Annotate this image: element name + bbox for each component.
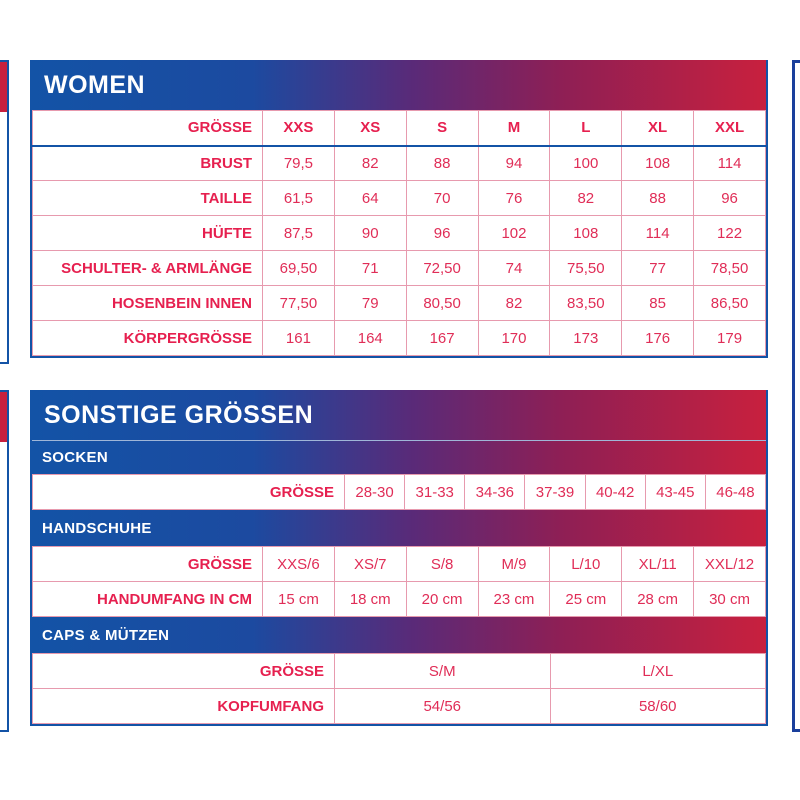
- table-cell: 18 cm: [334, 582, 406, 617]
- row-label: TAILLE: [33, 181, 263, 216]
- women-size-panel: [30, 60, 768, 358]
- table-cell: L/XL: [550, 654, 766, 689]
- table-cell: 80,50: [406, 286, 478, 321]
- row-label: GRÖSSE: [33, 654, 335, 689]
- table-cell: 176: [622, 321, 694, 356]
- table-cell: 28 cm: [622, 582, 694, 617]
- row-label: KÖRPERGRÖSSE: [33, 321, 263, 356]
- gloves-title: HANDSCHUHE: [32, 510, 766, 546]
- table-cell: 15 cm: [263, 582, 335, 617]
- table-cell: 77: [622, 251, 694, 286]
- table-cell: 96: [694, 181, 766, 216]
- row-label: HANDUMFANG IN CM: [33, 582, 263, 617]
- table-cell: 54/56: [335, 689, 551, 724]
- table-cell: 20 cm: [406, 582, 478, 617]
- table-cell: 79: [334, 286, 406, 321]
- table-cell: 75,50: [550, 251, 622, 286]
- table-cell: 108: [622, 146, 694, 181]
- table-cell: 77,50: [263, 286, 335, 321]
- table-row: [33, 251, 766, 286]
- table-cell: 30 cm: [694, 582, 766, 617]
- row-label: HÜFTE: [33, 216, 263, 251]
- table-cell: XS/7: [334, 547, 406, 582]
- table-cell: 25 cm: [550, 582, 622, 617]
- table-cell: 167: [406, 321, 478, 356]
- table-cell: 161: [263, 321, 335, 356]
- table-cell: 46-48: [705, 475, 765, 510]
- caps-table: [32, 653, 766, 724]
- table-cell: 23 cm: [478, 582, 550, 617]
- left-panel-edge-bottom: [0, 390, 9, 732]
- table-cell: 78,50: [694, 251, 766, 286]
- table-cell: 122: [694, 216, 766, 251]
- table-row: [33, 286, 766, 321]
- table-cell: 61,5: [263, 181, 335, 216]
- table-cell: 82: [478, 286, 550, 321]
- women-size-table: [32, 110, 766, 356]
- size-xxs: XXS: [263, 111, 335, 146]
- left-panel-edge-top: [0, 60, 9, 364]
- table-cell: 90: [334, 216, 406, 251]
- row-label: BRUST: [33, 146, 263, 181]
- table-cell: S/M: [335, 654, 551, 689]
- row-label: GRÖSSE: [33, 475, 345, 510]
- row-label: HOSENBEIN INNEN: [33, 286, 263, 321]
- table-row: [33, 654, 766, 689]
- table-cell: 87,5: [263, 216, 335, 251]
- table-cell: 179: [694, 321, 766, 356]
- other-sizes-title: SONSTIGE GRÖSSEN: [32, 390, 766, 440]
- size-l: L: [550, 111, 622, 146]
- size-s: S: [406, 111, 478, 146]
- table-row: [33, 146, 766, 181]
- table-cell: 37-39: [525, 475, 585, 510]
- table-cell: 28-30: [345, 475, 405, 510]
- table-cell: 88: [406, 146, 478, 181]
- table-cell: 58/60: [550, 689, 766, 724]
- table-cell: L/10: [550, 547, 622, 582]
- table-row: [33, 547, 766, 582]
- table-cell: M/9: [478, 547, 550, 582]
- table-cell: 96: [406, 216, 478, 251]
- table-row: [33, 321, 766, 356]
- table-cell: 82: [334, 146, 406, 181]
- table-cell: 108: [550, 216, 622, 251]
- table-cell: 88: [622, 181, 694, 216]
- size-xs: XS: [334, 111, 406, 146]
- table-cell: S/8: [406, 547, 478, 582]
- table-row: [33, 181, 766, 216]
- table-cell: 114: [622, 216, 694, 251]
- table-cell: XXS/6: [263, 547, 335, 582]
- table-cell: 64: [334, 181, 406, 216]
- gloves-table: [32, 546, 766, 617]
- socks-title: SOCKEN: [32, 441, 766, 474]
- women-title: WOMEN: [32, 60, 766, 110]
- other-sizes-panel: [30, 390, 768, 726]
- table-cell: 114: [694, 146, 766, 181]
- socks-table: [32, 474, 766, 510]
- table-cell: 79,5: [263, 146, 335, 181]
- table-cell: 34-36: [465, 475, 525, 510]
- table-cell: 43-45: [645, 475, 705, 510]
- size-m: M: [478, 111, 550, 146]
- table-cell: 102: [478, 216, 550, 251]
- table-cell: 76: [478, 181, 550, 216]
- table-cell: 100: [550, 146, 622, 181]
- table-cell: 82: [550, 181, 622, 216]
- table-cell: 170: [478, 321, 550, 356]
- table-cell: XL/11: [622, 547, 694, 582]
- table-row: [33, 689, 766, 724]
- table-cell: 71: [334, 251, 406, 286]
- caps-title: CAPS & MÜTZEN: [32, 617, 766, 653]
- table-cell: 74: [478, 251, 550, 286]
- table-cell: 86,50: [694, 286, 766, 321]
- table-row: [33, 216, 766, 251]
- women-header-row: [33, 111, 766, 146]
- header-label: GRÖSSE: [33, 111, 263, 146]
- table-cell: 69,50: [263, 251, 335, 286]
- table-cell: 72,50: [406, 251, 478, 286]
- table-cell: 70: [406, 181, 478, 216]
- table-cell: 31-33: [405, 475, 465, 510]
- table-cell: 164: [334, 321, 406, 356]
- right-panel-edge: [792, 60, 800, 732]
- size-xxl: XXL: [694, 111, 766, 146]
- table-cell: XXL/12: [694, 547, 766, 582]
- row-label: KOPFUMFANG: [33, 689, 335, 724]
- table-row: [33, 475, 766, 510]
- table-cell: 94: [478, 146, 550, 181]
- table-cell: 83,50: [550, 286, 622, 321]
- row-label: SCHULTER- & ARMLÄNGE: [33, 251, 263, 286]
- row-label: GRÖSSE: [33, 547, 263, 582]
- size-xl: XL: [622, 111, 694, 146]
- table-cell: 85: [622, 286, 694, 321]
- table-row: [33, 582, 766, 617]
- table-cell: 173: [550, 321, 622, 356]
- table-cell: 40-42: [585, 475, 645, 510]
